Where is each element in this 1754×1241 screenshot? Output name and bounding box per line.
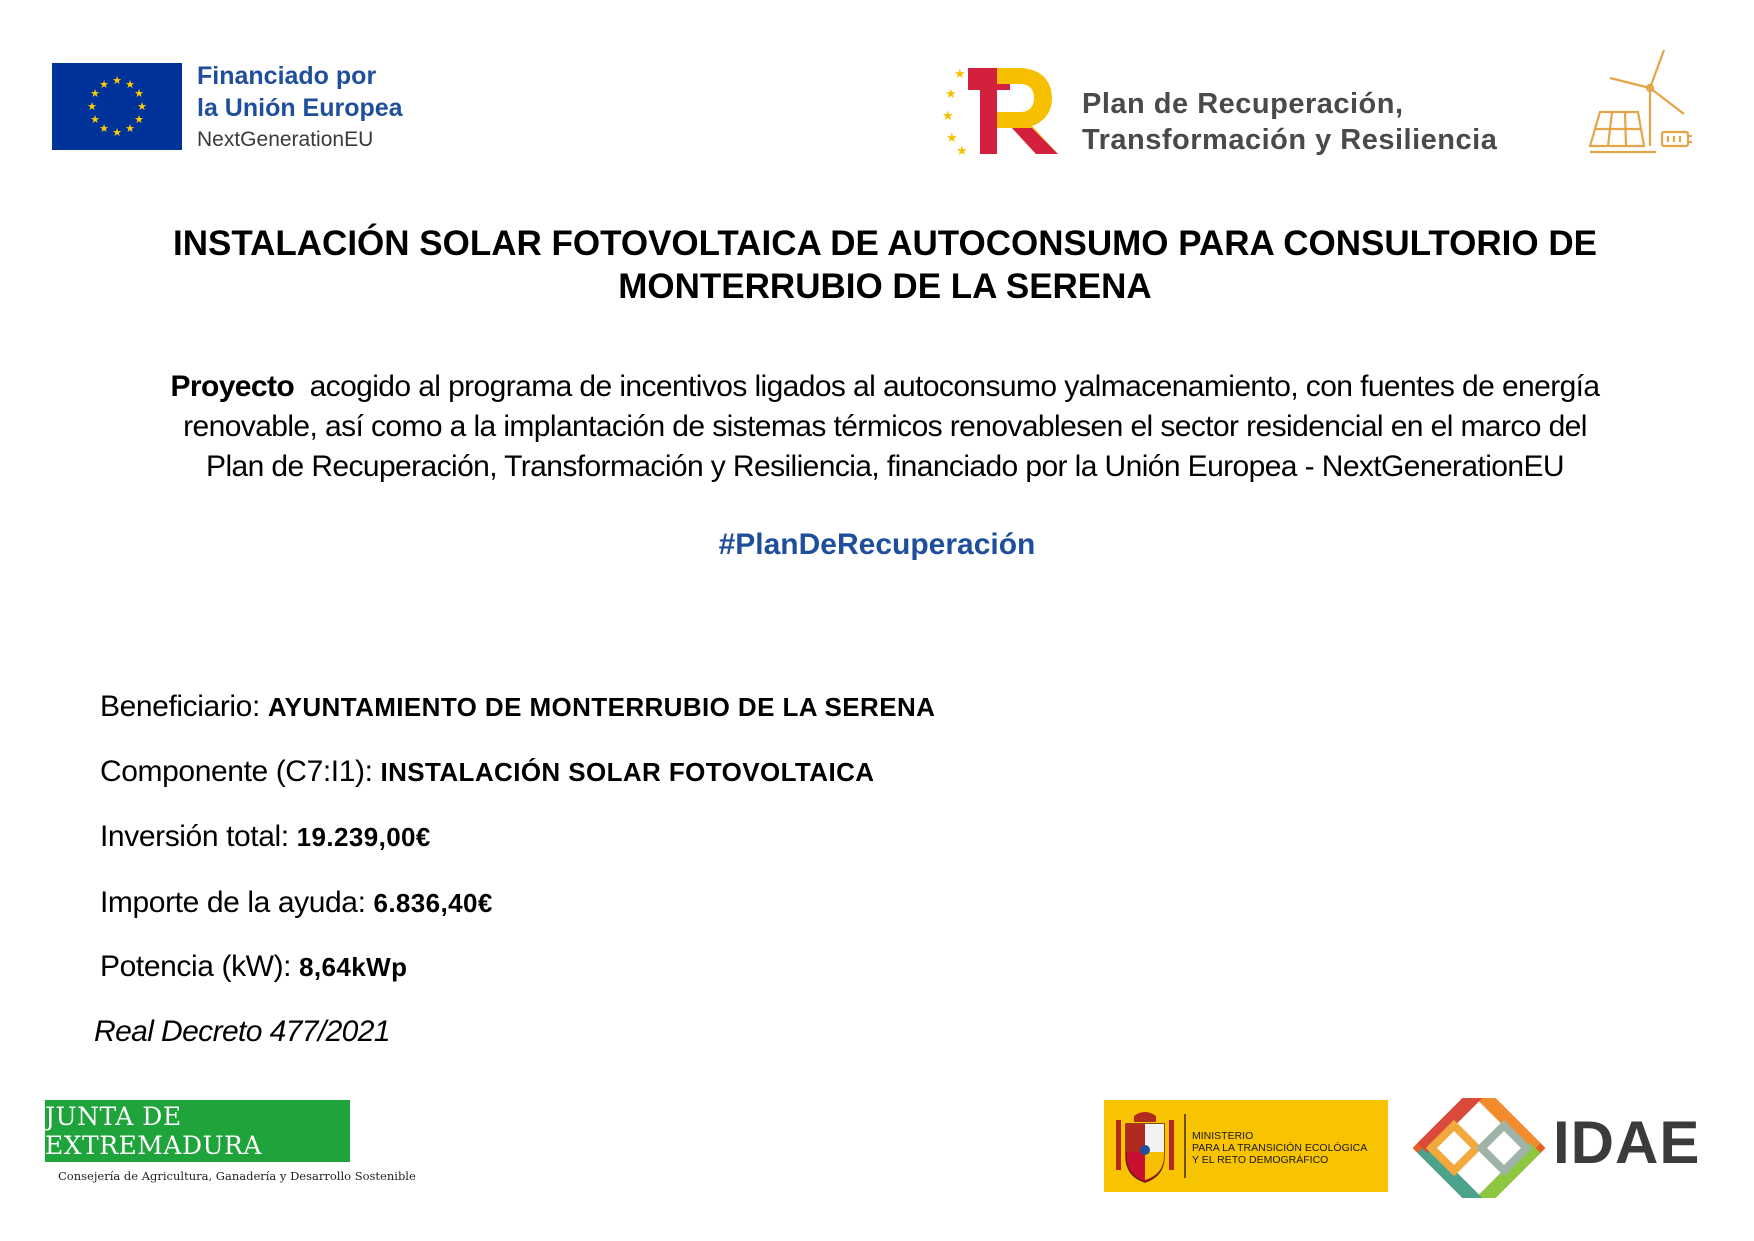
idae-logo-mark	[1412, 1098, 1546, 1198]
hashtag: #PlanDeRecuperación	[718, 528, 1036, 561]
prtr-logo-mark	[940, 58, 1060, 156]
junta-name: JUNTA DE EXTREMADURA	[45, 1102, 262, 1160]
svg-text:★: ★	[945, 87, 957, 102]
svg-text:★: ★	[90, 87, 100, 100]
ministerio-logo	[1104, 1100, 1388, 1192]
junta-subtitle: Consejería de Agricultura, Ganadería y Desarrollo Sostenible	[58, 1169, 416, 1183]
svg-text:★: ★	[134, 87, 144, 100]
componente-label: Componente (C7:I1):	[100, 755, 373, 788]
intro-line-3: Plan de Recuperación, Transformación y Resiliencia, financiado por la Unión Europea - NextGenerationEU	[206, 450, 1564, 483]
field-componente	[100, 755, 874, 789]
prtr-line-1: Plan de Recuperación,	[1082, 88, 1404, 120]
prtr-logo-text	[1082, 86, 1497, 158]
field-potencia	[100, 950, 407, 984]
ministerio-divider	[1184, 1114, 1186, 1178]
eu-logo-text	[197, 60, 403, 156]
svg-text:★: ★	[99, 78, 109, 91]
potencia-value: 8,64kWp	[299, 952, 408, 982]
eu-flag-logo	[52, 63, 182, 150]
eu-line-2: la Unión Europea	[197, 94, 403, 122]
field-importe	[100, 886, 493, 920]
eu-line-3: NextGenerationEU	[197, 128, 374, 151]
svg-text:★: ★	[87, 100, 97, 113]
eu-line-1: Financiado por	[197, 62, 377, 90]
svg-text:★: ★	[125, 122, 135, 135]
svg-text:★: ★	[954, 67, 966, 82]
svg-text:★: ★	[137, 100, 147, 113]
potencia-label: Potencia (kW):	[100, 950, 292, 983]
intro-line-2: renovable, así como a la implantación de sistemas térmicos renovablesen el sector residencial en el marco del	[183, 410, 1587, 443]
intro-line-1-text: acogido al programa de incentivos ligados al autoconsumo yalmacenamiento, con fuentes de energía	[309, 370, 1600, 403]
svg-text:★: ★	[942, 109, 954, 124]
idae-name: IDAE	[1553, 1109, 1701, 1176]
svg-text:★: ★	[112, 74, 122, 87]
importe-value: 6.836,40€	[373, 888, 493, 918]
page-title	[60, 222, 1710, 308]
title-line-2: MONTERRUBIO DE LA SERENA	[618, 267, 1152, 306]
inversion-value: 19.239,00€	[296, 822, 431, 852]
solar-wind-battery-icon	[1586, 48, 1696, 160]
real-decreto: Real Decreto 477/2021	[94, 1015, 390, 1048]
svg-text:★: ★	[125, 78, 135, 91]
ministerio-line-2: PARA LA TRANSICIÓN ECOLÓGICA	[1192, 1142, 1368, 1154]
componente-value: INSTALACIÓN SOLAR FOTOVOLTAICA	[380, 757, 875, 787]
importe-label: Importe de la ayuda:	[100, 886, 366, 919]
svg-text:★: ★	[112, 126, 122, 139]
svg-text:★: ★	[946, 131, 958, 146]
junta-extremadura-logo	[45, 1100, 350, 1162]
svg-text:★: ★	[134, 113, 144, 126]
ministerio-text	[1192, 1130, 1367, 1166]
intro-paragraph	[90, 367, 1680, 487]
field-beneficiario	[100, 690, 935, 724]
prtr-line-2: Transformación y Resiliencia	[1082, 124, 1498, 156]
svg-text:★: ★	[99, 122, 109, 135]
inversion-label: Inversión total:	[100, 820, 289, 853]
svg-text:★: ★	[956, 144, 968, 156]
ministerio-line-1: MINISTERIO	[1192, 1130, 1254, 1142]
spain-coat-of-arms-icon	[1112, 1110, 1178, 1186]
beneficiario-label: Beneficiario:	[100, 690, 260, 723]
title-line-1: INSTALACIÓN SOLAR FOTOVOLTAICA DE AUTOCONSUMO PARA CONSULTORIO DE	[173, 224, 1597, 263]
ministerio-line-3: Y EL RETO DEMOGRÁFICO	[1192, 1154, 1329, 1166]
intro-lead: Proyecto	[170, 370, 295, 403]
svg-text:★: ★	[90, 113, 100, 126]
intro-line-1	[90, 367, 1680, 407]
beneficiario-value: AYUNTAMIENTO DE MONTERRUBIO DE LA SERENA	[267, 692, 936, 722]
field-inversion	[100, 820, 431, 854]
